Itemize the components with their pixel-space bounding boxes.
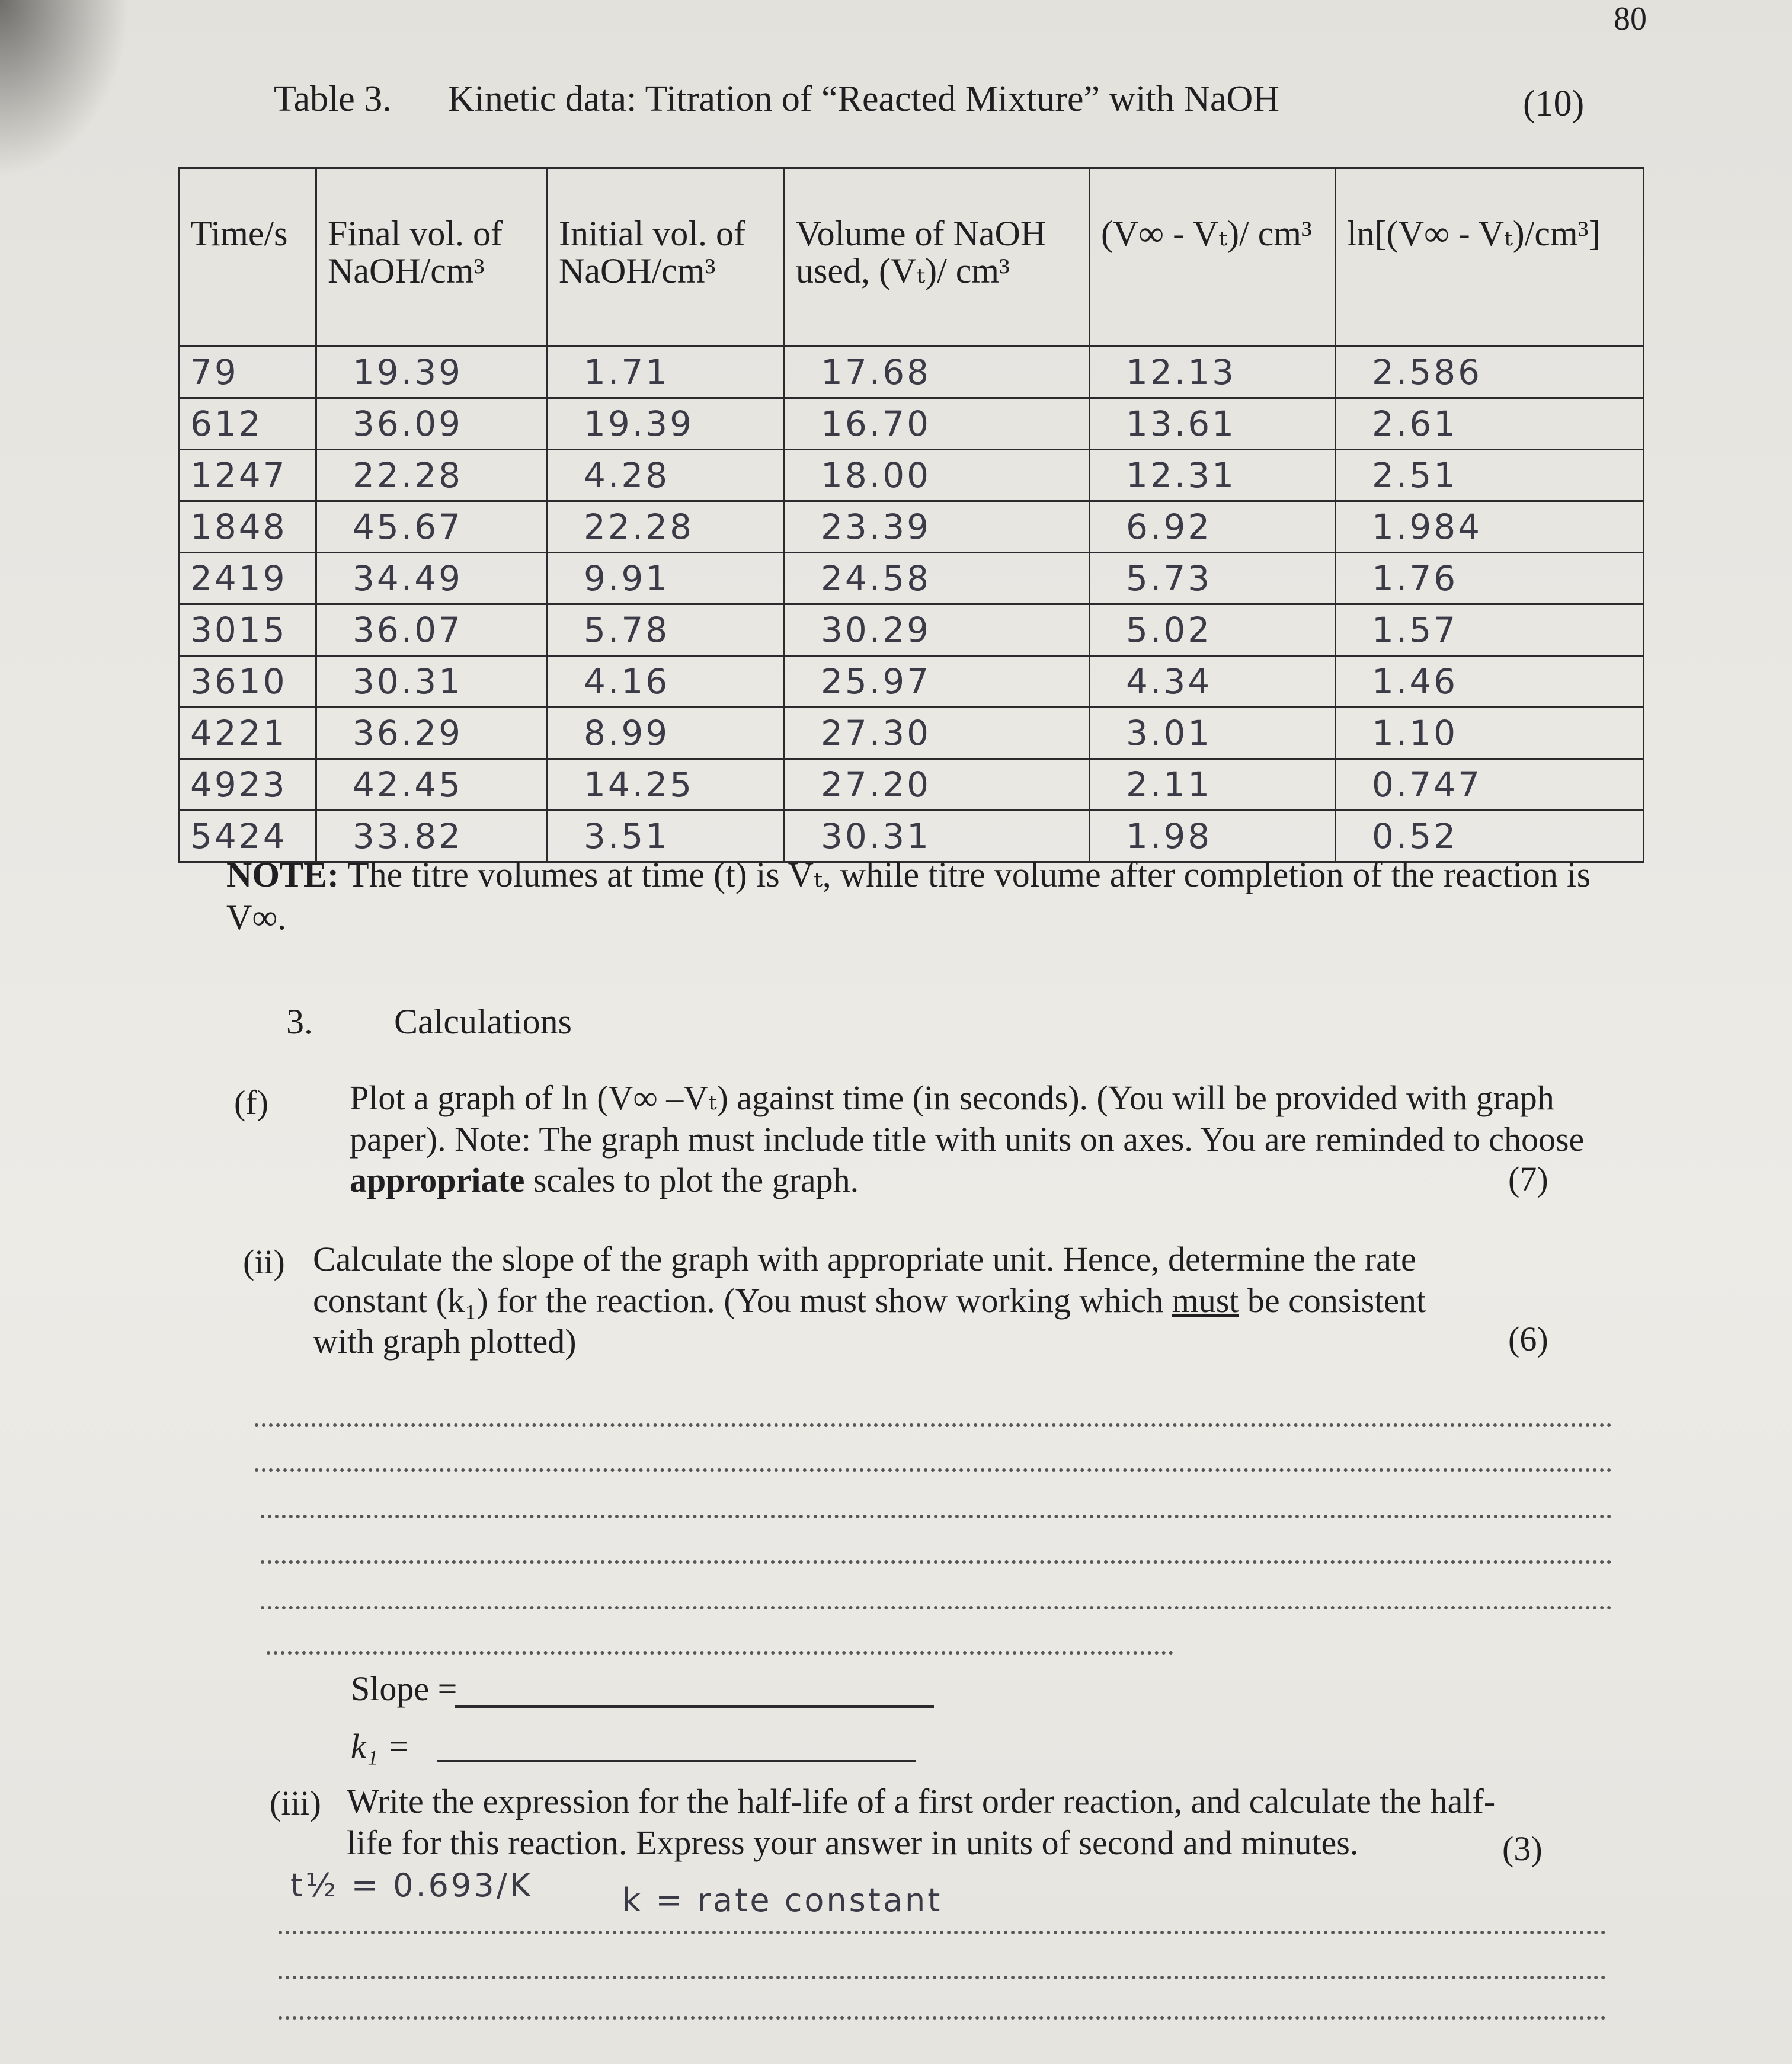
answer-line-2 [255,1468,1612,1472]
table-row [179,553,1644,604]
table-cell: 8.99 [548,708,785,759]
header-vol-used: Volume of NaOH used, (Vₜ)/ cm³ [785,168,1090,347]
handwritten-rate-constant-note: k = rate constant [622,1881,943,1919]
table-cell: 2.11 [1090,759,1336,811]
table-cell: 19.39 [548,398,785,450]
table-cell: 42.45 [316,759,548,811]
table-cell: 36.07 [316,604,548,656]
table-cell: 27.20 [785,759,1090,811]
table-row [179,656,1644,708]
page-number: 80 [1614,1,1647,37]
table-title-label: Table 3. [274,79,392,119]
table-cell: 25.97 [785,656,1090,708]
table-cell: 5424 [179,811,316,862]
table-cell: 33.82 [316,811,548,862]
table-cell: 4.28 [548,450,785,501]
table-cell: 1848 [179,501,316,553]
table-cell: 3610 [179,656,316,708]
table-cell: 79 [179,347,316,398]
answer-line-7 [279,1931,1606,1934]
table-cell: 1.57 [1336,604,1644,656]
table-cell: 612 [179,398,316,450]
table-row [179,501,1644,553]
table-cell: 27.30 [785,708,1090,759]
table-title [274,78,1279,120]
table-cell: 5.78 [548,604,785,656]
question-iii-label: (iii) [270,1784,321,1822]
table-cell: 4221 [179,708,316,759]
table-cell: 24.58 [785,553,1090,604]
note-label: NOTE: [226,855,340,894]
note [226,853,1613,939]
table-cell: 3.01 [1090,708,1336,759]
table-cell: 5.73 [1090,553,1336,604]
question-ii-marks: (6) [1508,1320,1548,1358]
table-cell: 36.09 [316,398,548,450]
question-iii-text: Write the expression for the half-life of a first order reaction, and calculate the half-life for this reaction. Express your answer in units of second and minutes. [347,1782,1496,1862]
table-cell: 36.29 [316,708,548,759]
table-cell: 4.16 [548,656,785,708]
section-title: Calculations [394,1002,572,1041]
table-cell: 18.00 [785,450,1090,501]
table-cell: 12.13 [1090,347,1336,398]
table-title-text: Kinetic data: Titration of “Reacted Mixture” with NaOH [447,79,1280,119]
table-row [179,604,1644,656]
answer-line-3 [261,1515,1612,1518]
table-cell: 23.39 [785,501,1090,553]
table-cell: 1.10 [1336,708,1644,759]
table-cell: 9.91 [548,553,785,604]
header-ln-vinf-minus-vt: ln[(V∞ - Vₜ)/cm³] [1336,168,1644,347]
table-cell: 4923 [179,759,316,811]
table-cell: 19.39 [316,347,548,398]
table-cell: 1.98 [1090,811,1336,862]
table-cell: 34.49 [316,553,548,604]
handwritten-half-life-formula: t½ = 0.693/K [290,1867,533,1904]
table-cell: 3.51 [548,811,785,862]
slope-blank [455,1705,934,1708]
answer-line-4 [261,1560,1612,1564]
table-row [179,398,1644,450]
note-text: The titre volumes at time (t) is Vₜ, while titre volume after completion of the reaction is V∞. [226,855,1591,937]
table-cell: 0.52 [1336,811,1644,862]
header-vinf-minus-vt: (V∞ - Vₜ)/ cm³ [1090,168,1336,347]
section-number: 3. [286,1002,313,1041]
question-f-label: (f) [234,1083,268,1122]
table-cell: 2419 [179,553,316,604]
table-cell: 4.34 [1090,656,1336,708]
table-cell: 45.67 [316,501,548,553]
table-cell: 2.586 [1336,347,1644,398]
table-cell: 2.51 [1336,450,1644,501]
kinetic-data-table [178,167,1644,863]
question-ii-label: (ii) [243,1243,285,1281]
table-row [179,708,1644,759]
k1-blank [437,1760,916,1762]
table-cell: 14.25 [548,759,785,811]
table-cell: 12.31 [1090,450,1336,501]
table-cell: 22.28 [316,450,548,501]
header-time: Time/s [179,168,316,347]
table-row [179,347,1644,398]
answer-line-6 [267,1651,1173,1655]
slope-label: Slope = [351,1669,457,1708]
question-ii-text: Calculate the slope of the graph with appropriate unit. Hence, determine the rate constant (k₁) for the reaction. (You must show working which must be consistent with graph plotted) [313,1240,1426,1361]
table-header-row [179,168,1644,347]
answer-line-8 [279,1976,1606,1979]
answer-line-9 [279,2016,1606,2020]
table-cell: 1.71 [548,347,785,398]
table-cell: 30.31 [785,811,1090,862]
table-cell: 1247 [179,450,316,501]
table-cell: 30.31 [316,656,548,708]
table-cell: 3015 [179,604,316,656]
answer-line-1 [255,1423,1612,1427]
table-marks: (10) [1523,84,1585,124]
table-cell: 17.68 [785,347,1090,398]
table-cell: 2.61 [1336,398,1644,450]
table-cell: 6.92 [1090,501,1336,553]
table-cell: 0.747 [1336,759,1644,811]
question-ii-underlined: must [1172,1281,1239,1320]
k1-label: k₁ = [351,1727,410,1765]
answer-line-5 [261,1606,1612,1609]
header-final-vol: Final vol. of NaOH/cm³ [316,168,548,347]
question-f-bold: appropriate [350,1161,525,1200]
question-iii-marks: (3) [1502,1829,1543,1868]
question-f-marks: (7) [1508,1160,1548,1198]
table-cell: 16.70 [785,398,1090,450]
table-cell: 30.29 [785,604,1090,656]
page-corner-shadow [0,0,130,178]
table-row [179,759,1644,811]
header-initial-vol: Initial vol. of NaOH/cm³ [548,168,785,347]
table-row [179,450,1644,501]
table-cell: 5.02 [1090,604,1336,656]
table-cell: 1.76 [1336,553,1644,604]
question-f-text: Plot a graph of ln (V∞ –Vₜ) against time (in seconds). (You will be provided with graph paper). Note: The graph must include title with units on axes. You are reminded to choose appropriate scales to plot the graph. [350,1079,1585,1200]
table-cell: 1.46 [1336,656,1644,708]
table-cell: 1.984 [1336,501,1644,553]
table-cell: 22.28 [548,501,785,553]
table-cell: 13.61 [1090,398,1336,450]
